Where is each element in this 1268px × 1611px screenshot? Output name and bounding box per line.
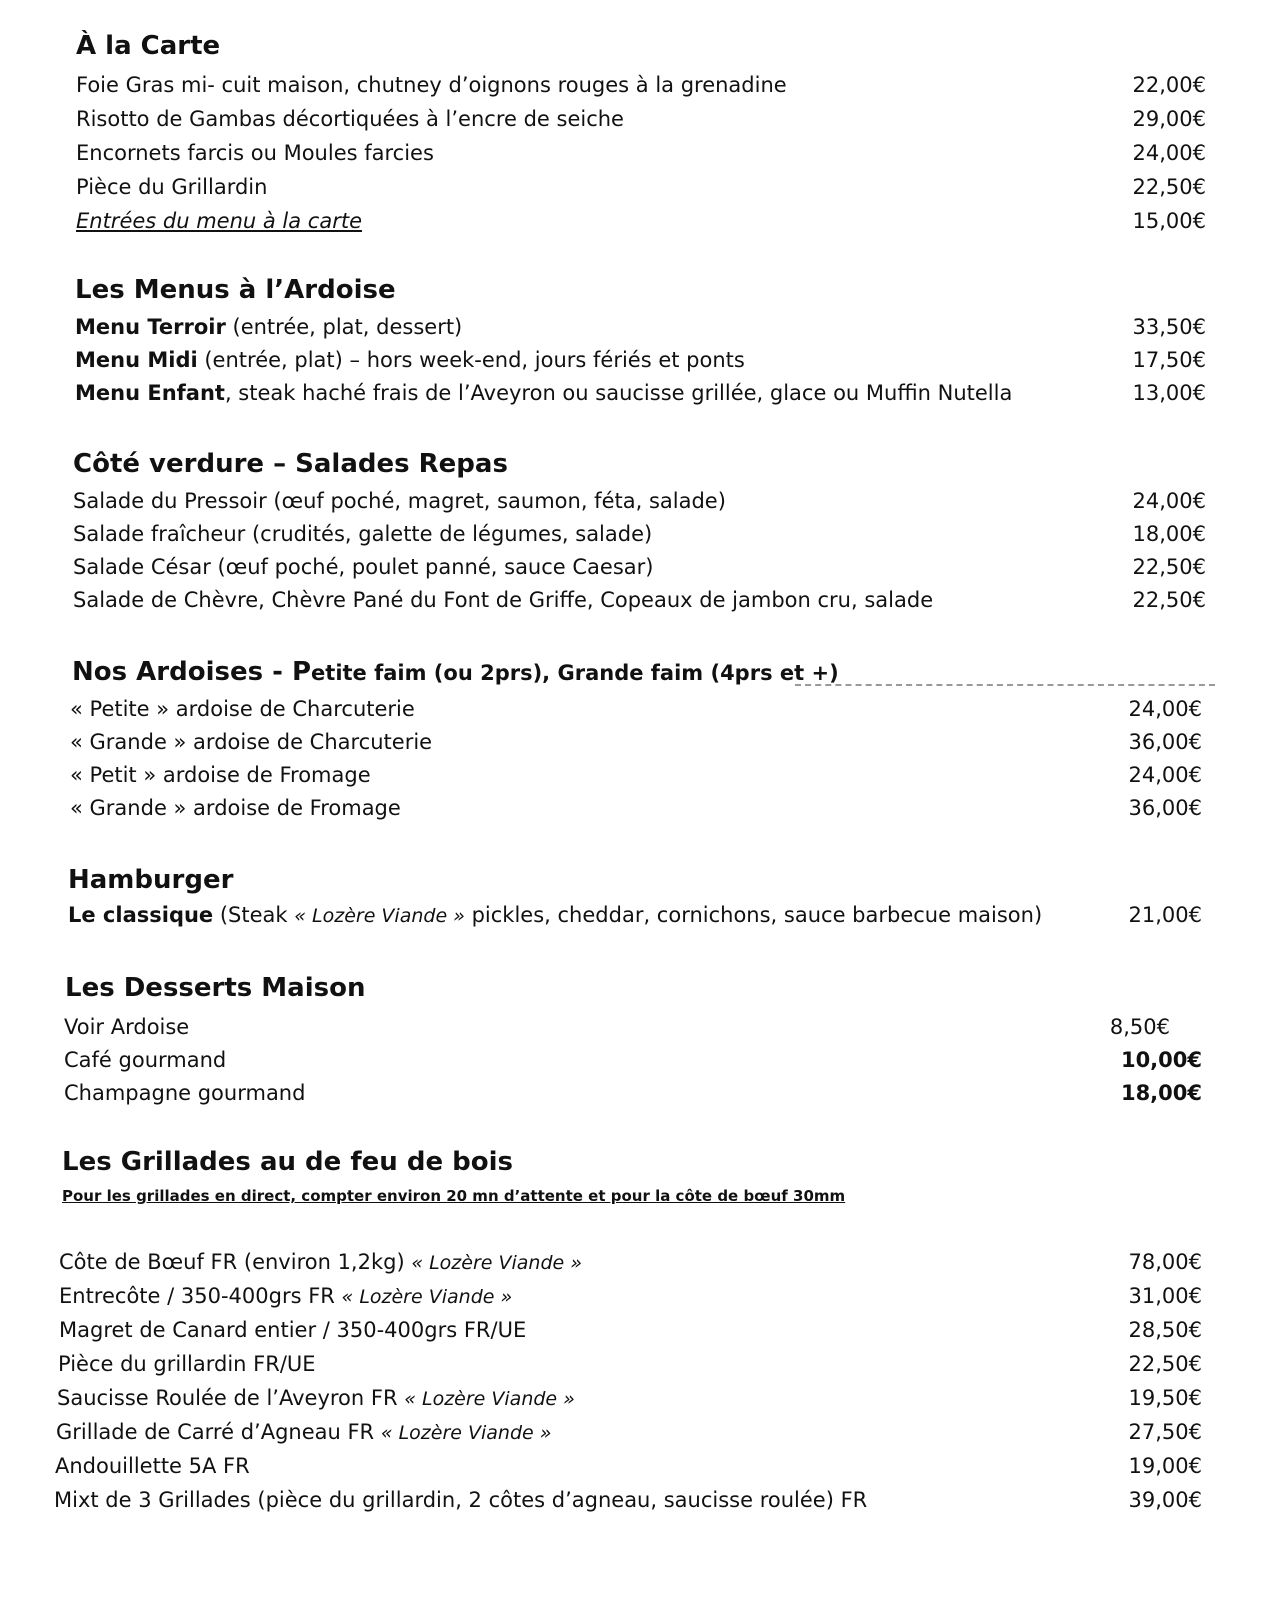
- menu-item: [0, 1043, 1268, 1077]
- item-name-italic: « Lozère Viande »: [341, 1286, 513, 1308]
- menu-item: [0, 204, 1268, 238]
- item-price: 36,00€: [1128, 730, 1202, 754]
- menu-item: [0, 1415, 1268, 1449]
- menu-item: [0, 1076, 1268, 1110]
- item-name: [59, 1313, 526, 1348]
- item-price: 33,50€: [1132, 315, 1206, 339]
- item-name: [75, 343, 745, 377]
- section-title-grillades: Les Grillades au de feu de bois: [62, 1147, 514, 1177]
- item-price: 31,00€: [1128, 1284, 1202, 1308]
- item-name-rest: , steak haché frais de l’Aveyron ou saucisse grillée, glace ou Muffin Nutella: [224, 381, 1013, 405]
- item-price: 22,50€: [1132, 588, 1206, 612]
- item-name: Encornets farcis ou Moules farcies: [76, 141, 434, 165]
- item-price: 21,00€: [1128, 903, 1202, 927]
- item-name: « Petite » ardoise de Charcuterie: [70, 697, 415, 721]
- menu-item: [0, 484, 1268, 518]
- item-name-bold: Menu Enfant: [75, 381, 225, 405]
- item-name-italic: « Lozère Viande »: [411, 1252, 582, 1274]
- menu-item: [0, 583, 1268, 617]
- item-price: 29,00€: [1132, 107, 1206, 131]
- item-price: 15,00€: [1132, 209, 1206, 233]
- item-name: Pièce du Grillardin: [76, 175, 268, 199]
- item-price: 39,00€: [1128, 1488, 1202, 1512]
- item-name: Voir Ardoise: [64, 1015, 190, 1039]
- section-title-ardoises: [72, 656, 839, 689]
- menu-item: [0, 692, 1268, 726]
- item-name: Salade fraîcheur (crudités, galette de légumes, salade): [73, 522, 653, 546]
- menu-item: [0, 898, 1268, 932]
- item-name: Café gourmand: [64, 1048, 227, 1072]
- item-price: 18,00€: [1120, 1081, 1202, 1105]
- item-name-bold: Le classique: [68, 903, 214, 927]
- menu-item: [0, 68, 1268, 102]
- item-name-text: Côte de Bœuf FR (environ 1,2kg): [59, 1250, 412, 1274]
- item-price: 22,50€: [1128, 1352, 1202, 1376]
- section-title-salades: Côté verdure – Salades Repas: [73, 449, 508, 479]
- section-title-menus: Les Menus à l’Ardoise: [75, 275, 396, 305]
- item-price: 22,50€: [1132, 555, 1206, 579]
- item-name: Salade de Chèvre, Chèvre Pané du Font de Griffe, Copeaux de jambon cru, salade: [73, 588, 934, 612]
- item-price: 22,50€: [1132, 175, 1206, 199]
- item-name: « Grande » ardoise de Fromage: [70, 796, 401, 820]
- item-name: Salade du Pressoir (œuf poché, magret, saumon, féta, salade): [73, 489, 726, 513]
- item-price: 28,50€: [1128, 1318, 1202, 1342]
- item-price: 19,00€: [1128, 1454, 1202, 1478]
- item-name-rest: (entrée, plat, dessert): [225, 315, 463, 339]
- menu-item: [0, 791, 1268, 825]
- menu-item: [0, 1010, 1268, 1044]
- item-name-text: Entrecôte / 350-400grs FR: [59, 1284, 342, 1308]
- item-name-rest: pickles, cheddar, cornichons, sauce barbecue maison): [464, 903, 1043, 927]
- item-price: 24,00€: [1128, 697, 1202, 721]
- ardoises-subtitle-initial: P: [291, 657, 312, 687]
- item-name: « Petit » ardoise de Fromage: [70, 763, 371, 787]
- item-price: 10,00€: [1120, 1048, 1202, 1072]
- item-name-bold: Menu Midi: [75, 348, 198, 372]
- item-name: [57, 1381, 575, 1416]
- item-name: Risotto de Gambas décortiquées à l’encre de seiche: [76, 107, 624, 131]
- item-price: 24,00€: [1128, 763, 1202, 787]
- item-name-italic: « Lozère Viande »: [404, 1388, 575, 1410]
- menu-item: [0, 725, 1268, 759]
- item-price: 8,50€: [1109, 1015, 1170, 1039]
- menu-item: [0, 550, 1268, 584]
- section-title-carte: À la Carte: [76, 31, 221, 61]
- menu-item: [0, 310, 1268, 344]
- item-price: 19,50€: [1128, 1386, 1202, 1410]
- item-name: « Grande » ardoise de Charcuterie: [70, 730, 433, 754]
- dashed-rule: [795, 684, 1215, 686]
- item-name-text: Magret de Canard entier / 350-400grs FR/UE: [59, 1318, 527, 1342]
- item-price: 27,50€: [1128, 1420, 1202, 1444]
- item-name: [75, 310, 462, 344]
- item-price: 17,50€: [1132, 348, 1206, 372]
- item-price: 24,00€: [1132, 489, 1206, 513]
- item-price: 36,00€: [1128, 796, 1202, 820]
- item-name: [54, 1483, 867, 1518]
- item-name: [75, 376, 1012, 410]
- menu-item: [0, 136, 1268, 170]
- item-name-italic: « Lozère Viande »: [294, 905, 465, 927]
- ardoises-subtitle: etite faim (ou 2prs), Grande faim (4prs et +): [311, 661, 839, 685]
- item-name: Entrées du menu à la carte: [76, 209, 363, 233]
- menu-item: [0, 376, 1268, 410]
- menu-item: [0, 1279, 1268, 1313]
- section-title-hamburger: Hamburger: [68, 865, 234, 895]
- item-price: 18,00€: [1132, 522, 1206, 546]
- item-name: Champagne gourmand: [64, 1081, 306, 1105]
- ardoises-title-text: Nos Ardoises -: [72, 657, 292, 687]
- menu-item: [0, 1347, 1268, 1381]
- item-price: 22,00€: [1132, 73, 1206, 97]
- menu-item: [0, 1483, 1268, 1517]
- grillades-note: Pour les grillades en direct, compter environ 20 mn d’attente et pour la côte de bœuf 30mm: [62, 1187, 846, 1205]
- menu-item: [0, 1381, 1268, 1415]
- item-name: [59, 1279, 512, 1314]
- item-name-italic: « Lozère Viande »: [380, 1422, 552, 1444]
- item-name: [68, 898, 1042, 933]
- item-name-text: Grillade de Carré d’Agneau FR: [56, 1420, 381, 1444]
- item-name: [58, 1347, 316, 1382]
- item-name: [56, 1415, 552, 1450]
- item-name: Foie Gras mi- cuit maison, chutney d’oignons rouges à la grenadine: [76, 73, 787, 97]
- item-name-text: Pièce du grillardin FR/UE: [58, 1352, 316, 1376]
- menu-item: [0, 1449, 1268, 1483]
- menu-item: [0, 170, 1268, 204]
- menu-item: [0, 758, 1268, 792]
- item-name: [59, 1245, 582, 1280]
- item-name-text: Saucisse Roulée de l’Aveyron FR: [57, 1386, 405, 1410]
- item-name-pre: (Steak: [213, 903, 295, 927]
- item-name: [55, 1449, 250, 1484]
- item-name-text: Mixt de 3 Grillades (pièce du grillardin, 2 côtes d’agneau, saucisse roulée) FR: [54, 1488, 868, 1512]
- item-price: 78,00€: [1128, 1250, 1202, 1274]
- menu-item: [0, 1245, 1268, 1279]
- item-name-text: Andouillette 5A FR: [55, 1454, 250, 1478]
- item-price: 13,00€: [1132, 381, 1206, 405]
- item-name-rest: (entrée, plat) – hors week-end, jours fériés et ponts: [197, 348, 745, 372]
- item-name: Salade César (œuf poché, poulet panné, sauce Caesar): [73, 555, 654, 579]
- menu-item: [0, 102, 1268, 136]
- item-name-bold: Menu Terroir: [75, 315, 226, 339]
- menu-item: [0, 1313, 1268, 1347]
- section-title-desserts: Les Desserts Maison: [65, 973, 366, 1003]
- menu-item: [0, 517, 1268, 551]
- menu-item: [0, 343, 1268, 377]
- item-price: 24,00€: [1132, 141, 1206, 165]
